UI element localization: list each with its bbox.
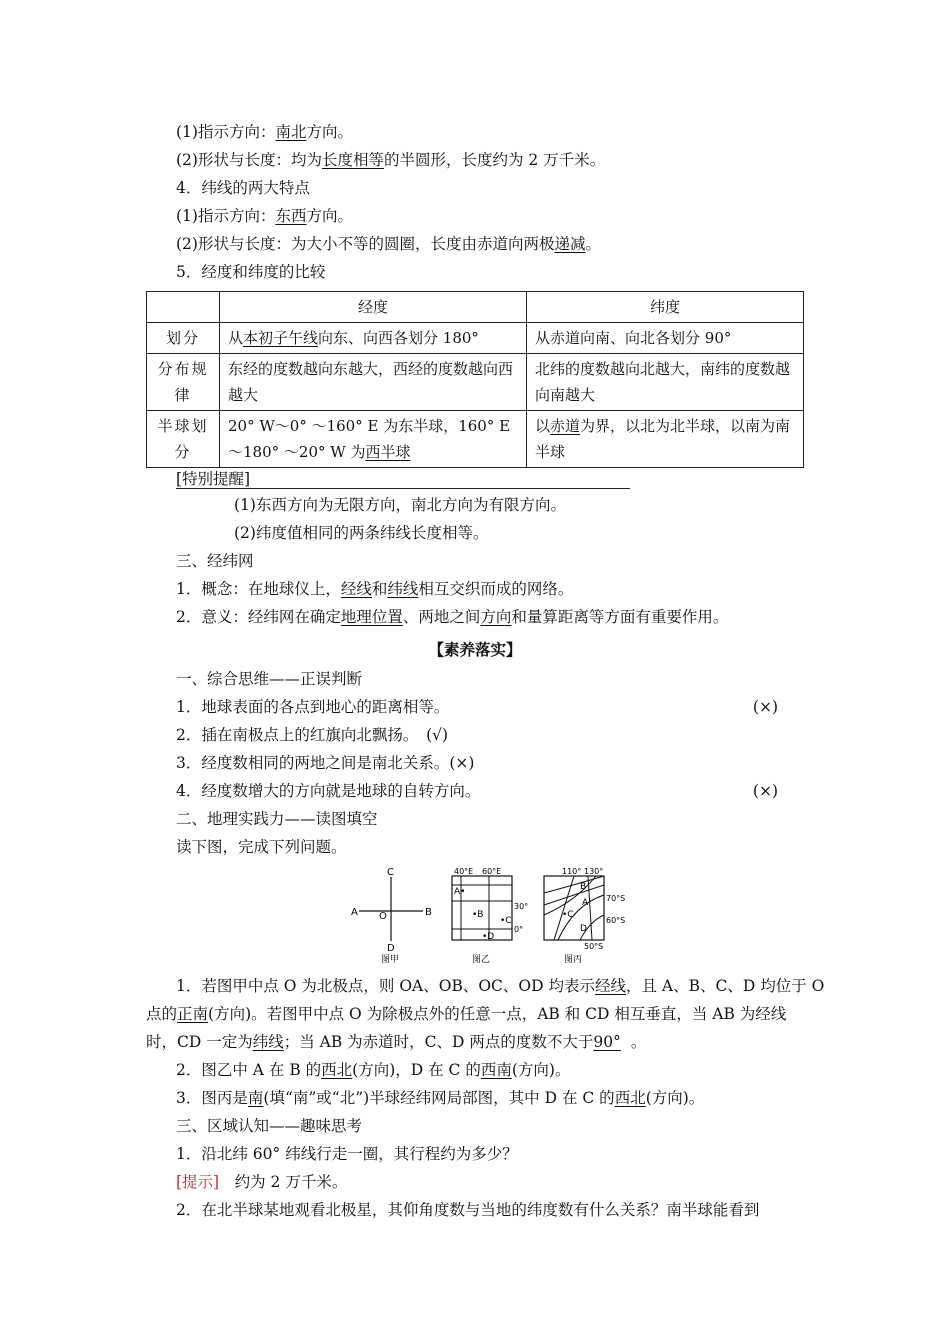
- fig-b-lat1: 30°: [514, 902, 529, 911]
- table-cell: 北纬的度数越向北越大，南纬的度数越向南越大: [527, 354, 804, 411]
- table-cell: 从赤道向南、向北各划分 90°: [527, 323, 804, 354]
- row-head: 分布规律: [147, 354, 220, 411]
- fig-b-lon1: 40°E: [454, 867, 474, 876]
- comparison-table: [146, 291, 804, 468]
- fig-b-point-a: A•: [454, 887, 466, 897]
- line-meridian-shape: (2)形状与长度：均为长度相等的半圆形，长度约为 2 万千米。: [176, 151, 606, 169]
- judge-a1: (×): [752, 698, 778, 716]
- fig-a-label-c: C: [387, 867, 394, 878]
- fig-c-point-a: A: [582, 898, 589, 908]
- fig-b-point-b: •B: [472, 910, 484, 920]
- judge-q2: 2．插在南极点上的红旗向北飘扬。 (√): [176, 726, 449, 744]
- special-tip-heading: [特别提醒]: [176, 470, 630, 489]
- fig-a-label-d: D: [387, 943, 395, 954]
- table-header-latitude: 纬度: [527, 292, 804, 323]
- graticule-concept: 1．概念：在地球仪上，经线和纬线相互交织而成的网络。: [176, 580, 574, 598]
- fig-c-lon2: 130°: [584, 867, 604, 876]
- figure-b: [448, 865, 534, 965]
- table-header-longitude: 经度: [220, 292, 527, 323]
- fig-c-point-d: D: [580, 924, 587, 934]
- practice-intro: 读下图，完成下列问题。: [176, 838, 347, 856]
- section-title: 【素养落实】: [428, 640, 522, 659]
- table-row: [147, 411, 804, 468]
- fig-b-lon2: 60°E: [482, 867, 502, 876]
- fig-c-lon1: 110°: [562, 867, 582, 876]
- table-cell: 从本初子午线向东、向西各划分 180°: [220, 323, 527, 354]
- fig-c-lat3: 50°S: [584, 942, 604, 951]
- table-row: [147, 354, 804, 411]
- fig-c-caption: 图丙: [564, 955, 583, 965]
- tip-line-1: (1)东西方向为无限方向，南北方向为有限方向。: [234, 496, 566, 514]
- row-head: 划分: [147, 323, 220, 354]
- fig-a-caption: 图甲: [381, 955, 400, 965]
- region-a1: [提示] 约为 2 万千米。: [176, 1173, 348, 1191]
- heading-practice: 二、地理实践力——读图填空: [176, 810, 378, 828]
- table-cell: 20° W～0° ～160° E 为东半球，160° E ～180° ～20° W 为西半球: [220, 411, 527, 468]
- hint-label: [提示]: [176, 1173, 220, 1191]
- practice-p1-line3: 时，CD 一定为纬线；当 AB 为赤道时，C、D 两点的度数不大于90° 。: [146, 1033, 647, 1051]
- row-head: 半球划分: [147, 411, 220, 468]
- fig-c-point-c: •C: [562, 910, 574, 920]
- fig-c-lat2: 60°S: [606, 916, 626, 925]
- judge-q1: 1．地球表面的各点到地心的距离相等。: [176, 698, 450, 716]
- practice-p3: 3．图丙是南(填“南”或“北”)半球经纬网局部图，其中 D 在 C 的西北(方向)。: [176, 1089, 705, 1107]
- tip-line-2: (2)纬度值相同的两条纬线长度相等。: [234, 524, 489, 542]
- line-parallel-shape: (2)形状与长度：为大小不等的圆圈，长度由赤道向两极递减。: [176, 235, 601, 253]
- table-row: [147, 292, 804, 323]
- fig-a-label-o: O: [379, 911, 387, 922]
- line-parallel-direction: (1)指示方向：东西方向。: [176, 207, 353, 225]
- judge-q3: 3．经度数相同的两地之间是南北关系。(×): [176, 754, 475, 772]
- practice-p2: 2．图乙中 A 在 B 的西北(方向)，D 在 C 的西南(方向)。: [176, 1061, 571, 1079]
- practice-p1-line1: 1．若图甲中点 O 为北极点，则 OA、OB、OC、OD 均表示经线，且 A、B、C、D 均位于 O: [176, 977, 825, 995]
- region-q2: 2．在北半球某地观看北极星，其仰角度数与当地的纬度数有什么关系？南半球能看到: [176, 1201, 760, 1219]
- figure-a: [345, 865, 435, 965]
- judge-q4: 4．经度数增大的方向就是地球的自转方向。: [176, 782, 481, 800]
- fig-a-label-a: A: [351, 907, 358, 918]
- heading-region: 三、区域认知——趣味思考: [176, 1117, 363, 1135]
- fig-b-caption: 图乙: [472, 955, 491, 965]
- heading-judgement: 一、综合思维——正误判断: [176, 670, 363, 688]
- heading-comparison: 5．经度和纬度的比较: [176, 263, 326, 281]
- judge-a4: (×): [752, 782, 778, 800]
- table-row: [147, 323, 804, 354]
- fig-b-point-c: •C: [500, 916, 512, 926]
- fig-c-point-b: B: [580, 882, 587, 892]
- table-cell: 以赤道为界，以北为北半球，以南为南半球: [527, 411, 804, 468]
- figure-c: [540, 865, 640, 965]
- fig-b-lat2: 0°: [514, 925, 524, 934]
- line-meridian-direction: (1)指示方向：南北方向。: [176, 123, 353, 141]
- heading-parallel-features: 4．纬线的两大特点: [176, 179, 310, 197]
- graticule-significance: 2．意义：经纬网在确定地理位置、两地之间方向和量算距离等方面有重要作用。: [176, 608, 729, 626]
- table-cell: 东经的度数越向东越大，西经的度数越向西越大: [220, 354, 527, 411]
- fig-c-lat1: 70°S: [606, 894, 626, 903]
- region-q1: 1．沿北纬 60° 纬线行走一圈，其行程约为多少？: [176, 1145, 518, 1163]
- fig-b-point-d: •D: [482, 932, 495, 942]
- fig-a-label-b: B: [425, 907, 432, 918]
- practice-p1-line2: 点的正南(方向)。若图甲中点 O 为除极点外的任意一点，AB 和 CD 相互垂直，当 AB 为经线: [146, 1005, 787, 1023]
- heading-graticule: 三、经纬网: [176, 552, 254, 570]
